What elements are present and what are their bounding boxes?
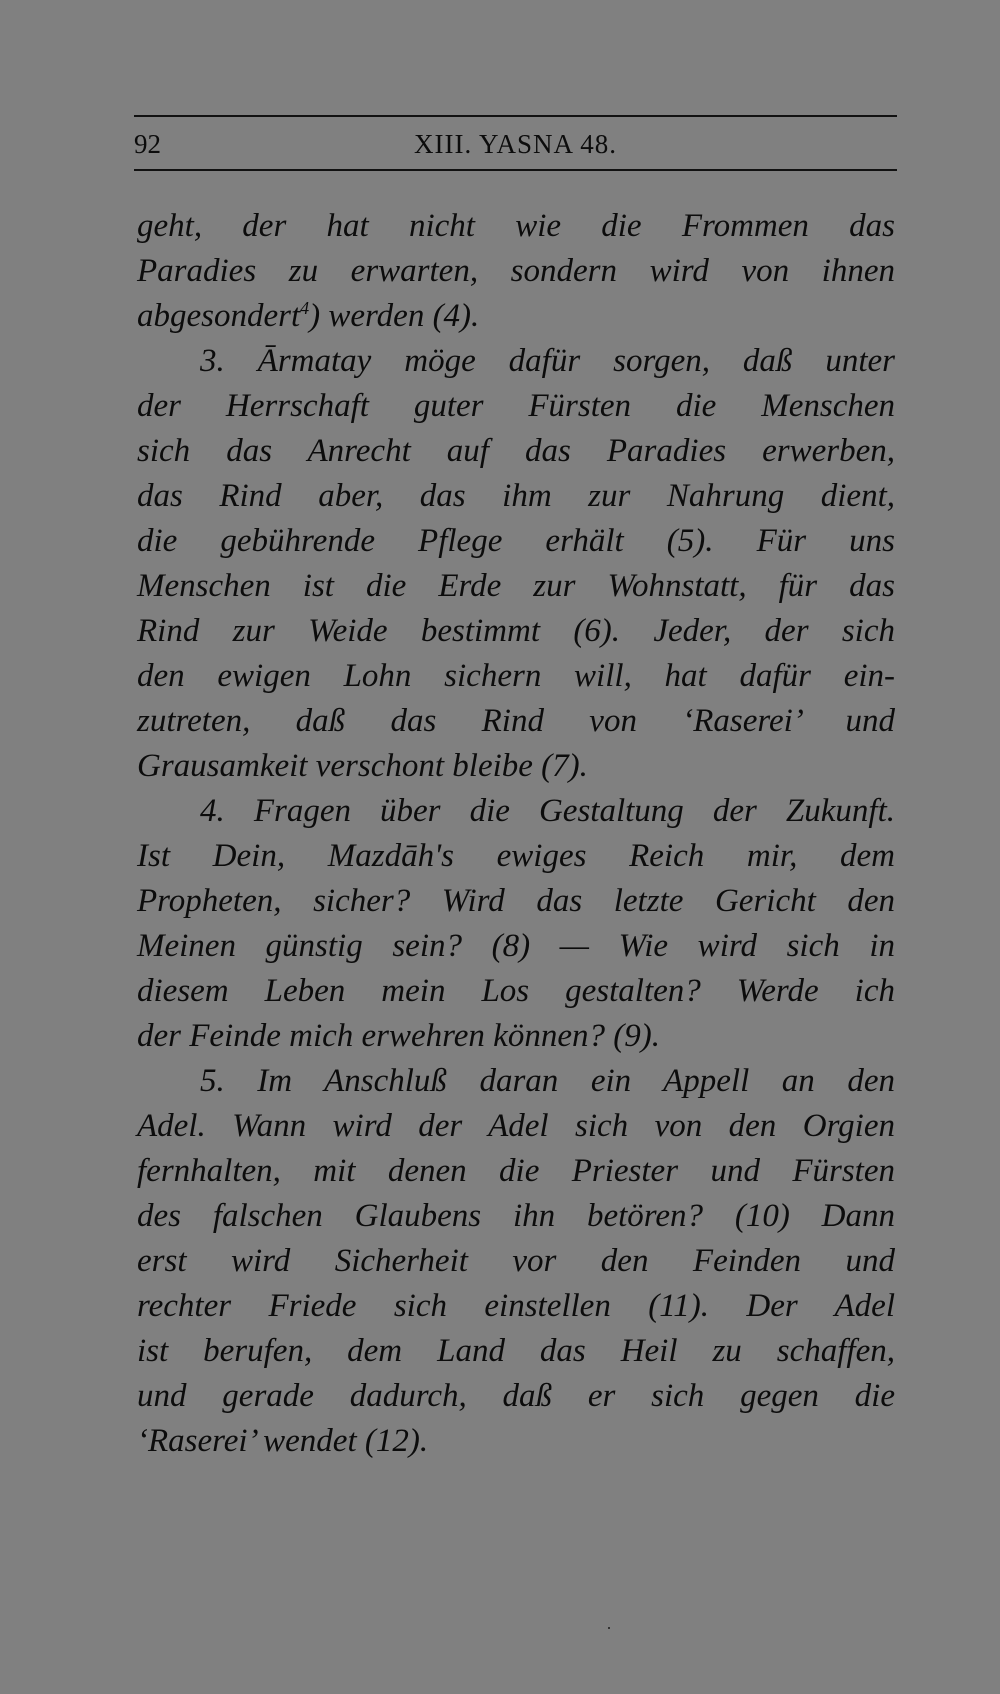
line-text: den ewigen Lohn sichern will, hat dafür ein-	[137, 658, 895, 694]
line-text: Paradies zu erwarten, sondern wird von ihnen	[137, 253, 895, 289]
text-line	[137, 249, 895, 294]
line-text: Adel. Wann wird der Adel sich von den Orgien	[137, 1108, 895, 1144]
line-text: rechter Friede sich einstellen (11). Der Adel	[137, 1288, 895, 1324]
line-text: sich das Anrecht auf das Paradies erwerben,	[137, 433, 895, 469]
line-text: ist berufen, dem Land das Heil zu schaffen,	[137, 1333, 895, 1369]
text-line	[137, 1374, 895, 1419]
line-text: das Rind aber, das ihm zur Nahrung dient,	[137, 478, 895, 514]
text-line	[137, 924, 895, 969]
text-line	[137, 654, 895, 699]
line-text: Propheten, sicher? Wird das letzte Gericht den	[137, 883, 895, 919]
line-text: zutreten, daß das Rind von ‘Raserei’ und	[137, 703, 895, 739]
page-number: 92	[134, 129, 161, 159]
line-text-continued: ) werden (4).	[309, 298, 480, 334]
line-text: Ist Dein, Mazdāh's ewiges Reich mir, dem	[137, 838, 895, 874]
header-top-rule	[134, 115, 897, 117]
text-line	[137, 339, 895, 384]
text-line	[137, 1014, 895, 1059]
text-line	[137, 834, 895, 879]
text-line	[137, 1194, 895, 1239]
line-text: fernhalten, mit denen die Priester und Fürsten	[137, 1153, 895, 1189]
line-text: Rind zur Weide bestimmt (6). Jeder, der sich	[137, 613, 895, 649]
text-line	[137, 564, 895, 609]
text-line	[137, 474, 895, 519]
line-text: Grausamkeit verschont bleibe (7).	[137, 748, 588, 784]
line-text: der Herrschaft guter Fürsten die Menschen	[137, 388, 895, 424]
line-text: geht, der hat nicht wie die Frommen das	[137, 208, 895, 244]
line-text: Menschen ist die Erde zur Wohnstatt, für das	[137, 568, 895, 604]
body-text	[137, 204, 895, 1464]
running-header	[134, 124, 897, 164]
line-text: die gebührende Pflege erhält (5). Für uns	[137, 523, 895, 559]
text-line	[137, 789, 895, 834]
text-line	[137, 1329, 895, 1374]
text-line	[137, 294, 895, 339]
line-text: 5. Im Anschluß daran ein Appell an den	[200, 1063, 895, 1099]
text-line	[137, 1239, 895, 1284]
running-title: XIII. YASNA 48.	[414, 129, 617, 159]
text-line	[137, 204, 895, 249]
line-text: erst wird Sicherheit vor den Feinden und	[137, 1243, 895, 1279]
text-line	[137, 1284, 895, 1329]
line-text: ‘Raserei’ wendet (12).	[137, 1423, 429, 1459]
line-text: der Feinde mich erwehren können? (9).	[137, 1018, 660, 1054]
text-line	[137, 1059, 895, 1104]
text-line	[137, 1419, 895, 1464]
text-line	[137, 519, 895, 564]
footnote-marker: 4	[300, 298, 310, 318]
line-text: 3. Ārmatay möge dafür sorgen, daß unter	[200, 343, 895, 379]
text-line	[137, 384, 895, 429]
text-line	[137, 1104, 895, 1149]
line-text: Meinen günstig sein? (8) — Wie wird sich in	[137, 928, 895, 964]
header-bottom-rule	[134, 169, 897, 171]
line-text: abgesondert	[137, 298, 301, 334]
line-text: des falschen Glaubens ihn betören? (10) Dann	[137, 1198, 895, 1234]
line-text: 4. Fragen über die Gestaltung der Zukunft.	[200, 793, 895, 829]
line-text: diesem Leben mein Los gestalten? Werde ich	[137, 973, 895, 1009]
text-line	[137, 969, 895, 1014]
print-speck	[608, 1627, 610, 1629]
line-text: und gerade dadurch, daß er sich gegen die	[137, 1378, 895, 1414]
text-line	[137, 429, 895, 474]
text-line	[137, 609, 895, 654]
text-line	[137, 744, 895, 789]
text-line	[137, 879, 895, 924]
text-line	[137, 699, 895, 744]
text-line	[137, 1149, 895, 1194]
